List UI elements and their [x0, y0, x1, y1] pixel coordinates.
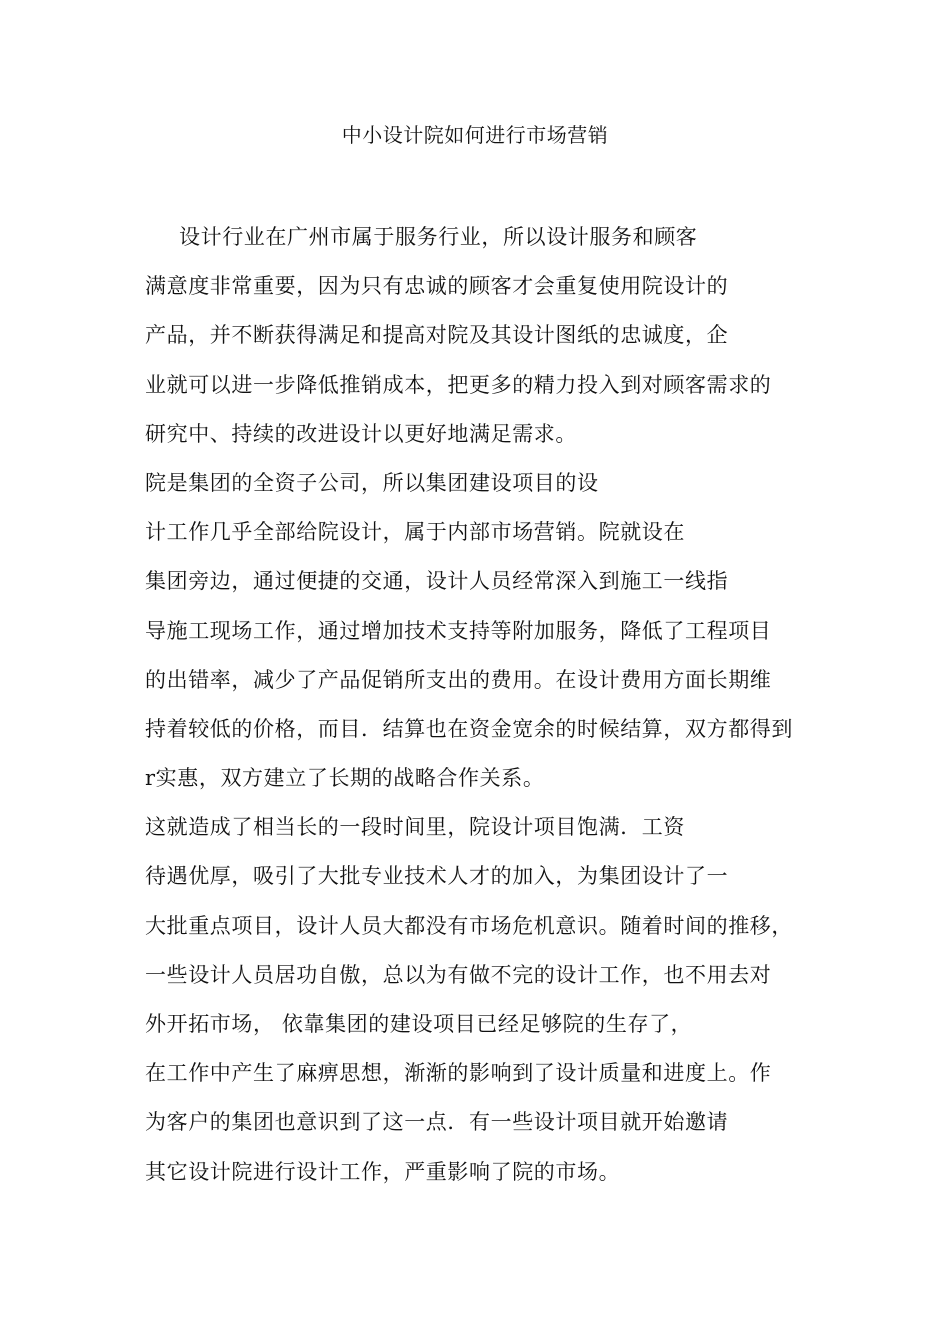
text-line: r实惠，双方建立了长期的战略合作关系。: [145, 766, 545, 791]
document-body: [145, 219, 825, 1203]
text-line: 导施工现场工作，通过增加技术支持等附加服务，降低了工程项目: [145, 618, 772, 643]
text-line: 在工作中产生了麻痹思想，渐渐的影响到了设计质量和进度上。作: [145, 1061, 772, 1086]
text-line: 这就造成了相当长的一段时间里，院设计项目饱满．工资: [145, 815, 685, 840]
text-line: 为客户的集团也意识到了这一点．有一些设计项目就开始邀请: [145, 1110, 729, 1135]
text-line: 其它设计院进行设计工作，严重影响了院的市场。: [145, 1159, 621, 1184]
text-line: 外开拓市场， 依靠集团的建设项目已经足够院的生存了，: [145, 1012, 693, 1036]
text-line: 满意度非常重要，因为只有忠诚的顾客才会重复使用院设计的: [145, 274, 729, 299]
text-line: 待遇优厚，吸引了大批专业技术人才的加入，为集团设计了一: [145, 864, 729, 889]
text-line: 研究中、持续的改进设计以更好地满足需求。: [145, 421, 577, 446]
text-line: 产品，并不断获得满足和提高对院及其设计图纸的忠诚度，企: [145, 323, 729, 348]
text-line: 大批重点项目，设计人员大都没有市场危机意识。随着时间的推移，: [145, 913, 793, 938]
text-line: 一些设计人员居功自傲，总以为有做不完的设计工作，也不用去对: [145, 962, 772, 987]
document-title: 中小设计院如何进行市场营销: [341, 123, 609, 147]
text-line: 设计行业在广州市属于服务行业，所以设计服务和顾客: [179, 225, 698, 249]
text-line: 计工作几乎全部给院设计，属于内部市场营销。院就设在: [145, 520, 685, 545]
text-line: 业就可以进一步降低推销成本，把更多的精力投入到对顾客需求的: [145, 372, 772, 397]
text-line: 集团旁边，通过便捷的交通，设计人员经常深入到施工一线指: [145, 569, 729, 594]
text-line: 院是集团的全资子公司，所以集团建设项目的设: [145, 470, 599, 495]
text-line: 的出错率，减少了产品促销所支出的费用。在设计费用方面长期维: [145, 667, 772, 692]
text-line: 持着较低的价格，而目．结算也在资金宽余的时候结算，双方都得到: [145, 716, 793, 741]
